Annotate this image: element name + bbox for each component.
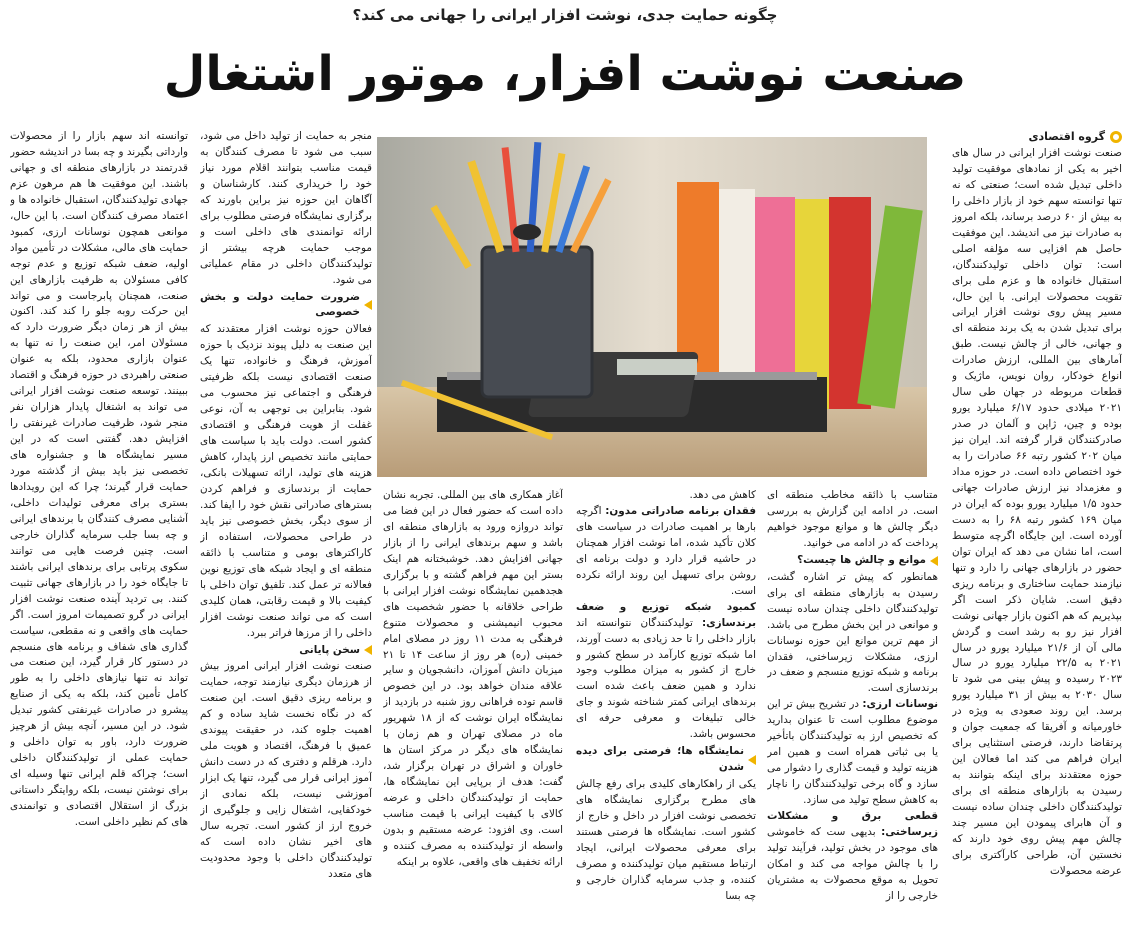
subheading-marker-icon bbox=[748, 755, 756, 765]
paragraph: یکی از راهکارهای کلیدی برای رفع چالش های مطرح برگزاری نمایشگاه های تخصصی نوشت افزار در داخل و خارج از کشور است. نمایشگاه ها فرصتی هستند برای معرفی محصولات ایرانی، ایجاد ارتباط مستقیم میان تولیدکننده و مصرف کننده، و جذب سرمایه گذاران خارجی و چه بسا bbox=[576, 778, 756, 902]
paragraph: کاهش می دهد. bbox=[689, 489, 756, 501]
stationery-illustration bbox=[377, 137, 927, 477]
paragraph: صنعت نوشت افزار ایرانی امروز بیش از هرزمان دیگری نیازمند توجه، حمایت و برنامه ریزی دقیق است. این صنعت که در نگاه نخست شاید ساده و کم اهمیت جلوه کند، در حقیقت پیوندی عمیق با فرهنگ، اقتصاد و هویت ملی دارد. هرقلم و دفتری که در دست دانش آموز ایرانی قرار می گیرد، تنها یک ابزار آموزشی نیست، بلکه نمادی از خودکفایی، اشتغال زایی و جلوگیری از خروج ارز از کشور است. تجربه سال های اخیر نشان داده است که تولیدکنندگان داخلی با وجود محدودیت های متعدد bbox=[200, 660, 372, 880]
article-column-1 bbox=[952, 129, 1122, 921]
article-kicker: چگونه حمایت جدی، نوشت افزار ایرانی را جهانی می کند؟ bbox=[352, 6, 778, 24]
paragraph: نوسانات ارزی: در تشریح بیش تر این موضوع مطلوب است تا عنوان بدارید که تخصیص ارز به تولیدکنندگان باتأخیر یا بی ثباتی همراه است و همین امر هزینه تولید و قیمت گذاری را دشوار می سازد و گاه برخی تولیدکنندگان را ناچار به کاهش سطح تولید می سازد. bbox=[767, 698, 938, 807]
subheading: ضرورت حمایت دولت و بخش خصوصی bbox=[200, 290, 372, 322]
subheading-marker-icon bbox=[364, 300, 372, 310]
paragraph: متناسب با ذائقه مخاطب منطقه ای است. در ادامه این گزارش به بررسی دیگر چالش ها و موانع موجود خواهیم پرداخت که در ادامه می خوانید. bbox=[767, 489, 938, 549]
subheading: سخن پایانی bbox=[200, 643, 372, 659]
article-headline: صنعت نوشت افزار، موتور اشتغال bbox=[163, 46, 967, 102]
paragraph: قطعی برق و مشکلات زیرساختی: بدیهی ست که خاموشی های موجود در بخش تولید، فرآیند تولید را با چالش مواجه می کند و امکان تحویل به موقع محصولات به مشتریان خارجی را از bbox=[767, 810, 938, 902]
subheading: نمایشگاه ها؛ فرصتی برای دیده شدن bbox=[576, 744, 756, 776]
paragraph: صنعت نوشت افزار ایرانی در سال های اخیر به یکی از نمادهای موفقیت تولید داخلی تبدیل شده است؛ صنعتی که نه تنها توانسته سهم خود از بازار داخلی را به بیش از ۶۰ درصد برساند، بلکه امروز به صادرات نیز می اندیشد. این موفقیت حاصل هم افزایی سه مؤلفه اصلی است: توان داخلی تولیدکنندگان، استقبال خانواده ها و عزم ملی برای تقویت محصولات ایرانی. با این حال، مسیر پیش روی نوشت افزار ایرانی برای تبدیل شدن به یک برند منطقه ای و جهانی، خالی از چالش نیست. طبق آمارهای بین المللی، ارزش صادرات انواع خودکار، روان نویس، ماژیک و قطعات مربوطه در جهان طی سال ۲۰۲۱ میلادی حدود ۶/۱۷ میلیارد یورو بوده و چین، ژاپن و آلمان در صدر صادرکنندگان قرار گرفته اند. ایران نیز میان ۲۰۲ کشور رتبه ۶۶ صادرات را به خود اختصاص داده است. در حوزه مداد و مغزمداد نیز ارزش صادرات جهانی حدود ۱/۵ میلیارد یورو بوده که ایران در میان ۱۶۹ کشور رتبه ۶۸ را به دست آورده است. این جایگاه اگرچه متوسط است، اما نشان می دهد که ایران توان حضور در بازارهای جهانی را دارد و تنها نیازمند حمایت ساختاری و برنامه ریزی دقیق است. شایان ذکر است اگر بپذیریم که هم اکنون بازار جهانی نوشت افزار نیز رو به رشد است و گردش مالی آن از ۲۱/۶ میلیارد یورو در سال ۲۰۲۱ به ۲۲/۵ میلیارد یورو در سال ۲۰۲۳ رسیده و پیش بینی می شود تا سال ۲۰۳۰ به بیش از ۳۱ میلیارد یورو برسد. این روند صعودی به ویژه در خاورمیانه و آفریقا که جمعیت جوان و پرتقاضا دارند، فرصتی استثنایی برای ایران فراهم می کند اما فعالان این حوزه معتقدند برای اینکه بتوانند به رسیدن به بازارهای منطقه ای برای تولیدکنندگان داخلی چندان ساده نیست و آن هابرای پیمودن این مسیر چند چالش مهم پیش روی خود دارند که نخستین آن، طراحی کارآکتری برای عرضه محصولات bbox=[952, 146, 1122, 877]
paragraph: آغاز همکاری های بین المللی. تجربه نشان داده است که حضور فعال در این فضا می تواند دروازه ورود به بازارهای منطقه ای باشد و سهم برندهای ایرانی را از بازار جهانی افزایش دهد. خوشبختانه هم اینک بستر این مهم فراهم گشته و با برگزاری هجدهمین نمایشگاه نوشت افزار ایرانی با طراحی خلاقانه با حضور شخصیت های محبوب انیمیشنی و محصولات متنوع فرهنگی به مدت ۱۱ روز در مصلای امام خمینی (ره) هر روز از ساعت ۱۴ تا ۲۱ میزبان دانش آموزان، دانشجویان و سایر علاقه مندان خواهد بود. در این خصوص قاسم توده فراهانی روز شنبه در بازدید از نمایشگاه ایران نوشت که از ۱۸ شهریور ماه در مصلای تهران و هم زمان با نمایشگاه های دیگر در مرکز استان ها خاوران و اشراق در تهران برگزار شد، گفت: هدف از برپایی این نمایشگاه ها، حمایت از تولیدکنندگان داخلی و عرضه کالای با کیفیت ایرانی با قیمت مناسب است. وی افزود: عرضه مستقیم و بدون واسطه از تولیدکننده به مصرف کننده و ارائه تخفیف های واقعی، علاوه بر اینکه bbox=[383, 489, 563, 868]
paragraph: همانطور که پیش تر اشاره گشت، رسیدن به بازارهای منطقه ای برای تولیدکنندگان داخلی چندان ساده نیست و موانعی در این بخش مطرح می باشد. از مهم ترین موانع این حوزه نوسانات ارزی، مشکلات زیرساختی، فقدان برنامه و شبکه توزیع منسجم و ضعف در برندسازی است. bbox=[767, 570, 938, 695]
paragraph: فعالان حوزه نوشت افزار معتقدند که این صنعت به دلیل پیوند نزدیک با حوزه آموزش، فرهنگ و خانواده، تنها یک صنعت اقتصادی نیست بلکه ظرفیتی فرهنگی و اجتماعی نیز محسوب می شود. بنابراین بی توجهی به آن، نوعی غفلت از هویت فرهنگی و اقتصادی کشور است. دولت باید با سیاست های حمایتی مانند تخصیص ارز پایدار، کاهش هزینه های تولید، ارائه تسهیلات بانکی، حمایت از برندسازی و فراهم کردن بسترهای صادراتی نقش خود را ایفا کند. از سوی دیگر، بخش خصوصی نیز باید در طراحی محصولات، استفاده از کاراکترهای بومی و متناسب با ذائقه منطقه ای و ایجاد شبکه های توزیع نوین فعالانه تر عمل کند. تلفیق توان داخلی با کیفیت بالا و قیمت رقابتی، همان کلیدی است که می تواند صنعت نوشت افزار داخلی را از مرزها فراتر ببرد. bbox=[200, 323, 372, 639]
paragraph: منجر به حمایت از تولید داخل می شود، سبب می شود تا مصرف کنندگان به قیمت مناسب بتوانند اقلام مورد نیاز خود را خریداری کنند. کارشناسان و آگاهان این حوزه نیز براین باورند که برگزاری نمایشگاه فرصتی مطلوب برای ارائه توانمندی های داخلی است و موجب حمایت هرچه بیشتر از تولیدکنندگان داخلی در مقام عملیاتی می شود. bbox=[200, 130, 372, 286]
subheading-marker-icon bbox=[364, 645, 372, 655]
section-label-text: گروه اقتصادی bbox=[1028, 130, 1105, 143]
article-column-3 bbox=[576, 488, 756, 921]
paragraph: فقدان برنامه صادراتی مدون: اگرچه بارها بر اهمیت صادرات در سیاست های کلان تأکید شده، اما نوشت افزار همچنان در حاشیه قرار دارد و دولت برنامه ای روشن برای تسهیل این روند ارائه نکرده است. bbox=[576, 504, 756, 597]
article-column-2 bbox=[767, 488, 938, 921]
stationery-photo bbox=[377, 137, 927, 477]
section-bullet-icon bbox=[1110, 131, 1122, 143]
article-column-5 bbox=[200, 129, 372, 921]
paragraph: توانسته اند سهم بازار را از محصولات وارداتی بگیرند و چه بسا در اندیشه حضور قدرتمند در بازارهای منطقه ای و جهانی باشند. این موفقیت ها هم مرهون عزم جهادی تولیدکنندگان، استقبال خانواده ها و اعتماد مصرف کنندگان است. با این حال، موانعی همچون نوسانات ارزی، کمبود حمایت های مالی، مشکلات در تأمین مواد اولیه، ضعف شبکه توزیع و عدم توجه کافی مسئولان به ظرفیت بازارهای این صنعت، همچنان پابرجاست و می تواند این حرکت روبه جلو را کند کند. اکنون بیش از هر زمان دیگر ضرورت دارد که مسئولان امر، این صنعت را نه تنها به عنوان بازاری محدود، بلکه به عنوان صنعتی راهبردی در حوزه فرهنگ و اقتصاد ببینند. توسعه صنعت نوشت افزار ایرانی می تواند به اشتغال پایدار هزاران نفر منجر شود، ظرفیت صادرات غیرنفتی را افزایش دهد. گفتنی است که در این مسیر نمایشگاه ها و جشنواره های تخصصی نیز باید بیش از گذشته مورد حمایت قرار گیرند؛ چرا که این رویدادها بستری برای معرفی تولیدات داخلی، آشنایی مصرف کنندگان با برندهای ایرانی و چه بسا جلب سرمایه گذاران خارجی است. چنین فرصت هایی می توانند سکوی پرتابی برای برندهای ایرانی باشند تا جایگاه خود را در بازارهای جهانی تثبیت کنند. بی تردید آینده صنعت نوشت افزار ایرانی در گرو تصمیمات امروز است. اگر حمایت های واقعی و نه مقطعی، سیاست گذاری های شفاف و برنامه های منسجم در دستور کار قرار گیرد، این صنعت می تواند نه تنها نیازهای داخلی را به طور کامل تأمین کند، بلکه به یکی از صنایع پیشرو در صادرات غیرنفتی کشور تبدیل شود. در این مسیر، آنچه بیش از هرچیز ضرورت دارد، باور به توان داخلی و حمایت عملی از تولیدکنندگان داخلی است؛ چراکه قلم ایرانی تنها وسیله ای برای نوشتن نیست، بلکه روایتگر داستانی بزرگ از استقلال اقتصادی و توانمندی های کم نظیر داخلی است. bbox=[10, 130, 188, 828]
subheading-marker-icon bbox=[930, 556, 938, 566]
paragraph: کمبود شبکه توزیع و ضعف برندسازی: تولیدکنندگان نتوانسته اند بازار داخلی را تا حد زیادی به دست آورند، اما شبکه توزیع کارآمد در سطح کشور و خارج از کشور به میزان مطلوب وجود ندارد و همین ضعف باعث شده است برندهای ایرانی کمتر شناخته شوند و جای خالی تبلیغات و معرفی حرفه ای محسوس باشد. bbox=[576, 600, 756, 741]
article-column-4 bbox=[383, 488, 563, 921]
section-label bbox=[952, 129, 1122, 145]
article-column-6 bbox=[10, 129, 188, 921]
subheading: موانع و چالش ها چیست؟ bbox=[767, 553, 938, 569]
